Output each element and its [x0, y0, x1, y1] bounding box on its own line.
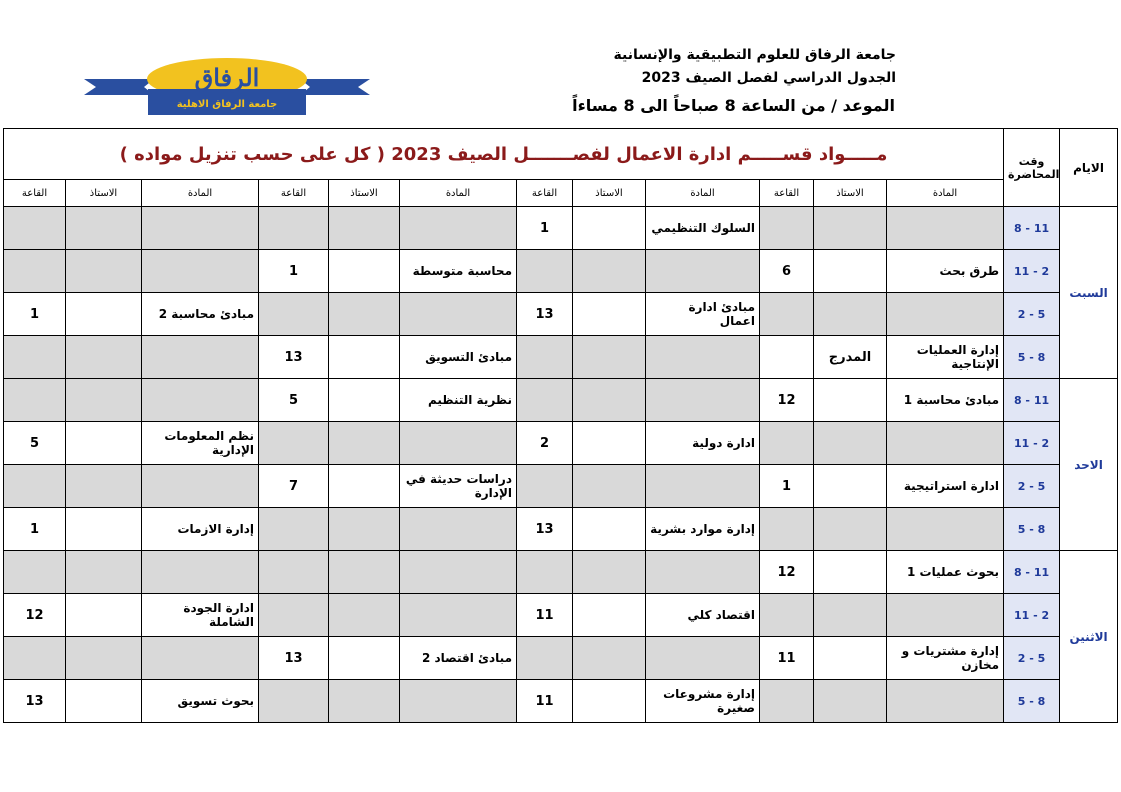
subject-cell: نظم المعلومات الإدارية	[142, 422, 259, 465]
table-row	[4, 594, 1118, 637]
table-row	[4, 379, 1118, 422]
table-row	[4, 250, 1118, 293]
subject-cell: مبادئ محاسبة 1	[887, 379, 1004, 422]
room-cell	[259, 551, 329, 594]
subject-cell	[646, 465, 760, 508]
prof-cell	[573, 336, 646, 379]
subject-cell: إدارة الازمات	[142, 508, 259, 551]
time-header: وقت المحاضرة	[1004, 129, 1060, 207]
prof-cell	[573, 250, 646, 293]
prof-cell	[66, 207, 142, 250]
time-slot: 8 - 11	[1004, 379, 1060, 422]
subject-cell	[646, 379, 760, 422]
logo-subtext: جامعة الرفاق الاهلية	[176, 99, 278, 110]
col-header-subject: المادة	[887, 180, 1004, 207]
col-header-room: القاعة	[259, 180, 329, 207]
prof-cell	[329, 422, 400, 465]
prof-cell	[814, 680, 887, 723]
time-slot: 2 - 5	[1004, 637, 1060, 680]
subject-cell	[887, 207, 1004, 250]
prof-cell	[66, 508, 142, 551]
time-range: الموعد / من الساعة 8 صباحاً الى 8 مساءاً	[572, 96, 895, 115]
subject-cell: دراسات حديثة في الإدارة	[400, 465, 517, 508]
time-slot: 8 - 11	[1004, 551, 1060, 594]
prof-cell	[573, 680, 646, 723]
prof-cell	[573, 207, 646, 250]
room-cell	[259, 422, 329, 465]
subject-cell	[400, 293, 517, 336]
schedule-table	[3, 128, 1118, 723]
subject-cell	[646, 551, 760, 594]
col-header-prof: الاستاذ	[573, 180, 646, 207]
col-header-prof: الاستاذ	[814, 180, 887, 207]
subject-cell	[142, 465, 259, 508]
table-row	[4, 551, 1118, 594]
subject-cell: ادارة استراتيجية	[887, 465, 1004, 508]
time-slot: 5 - 8	[1004, 680, 1060, 723]
subject-cell: مبادئ اقتصاد 2	[400, 637, 517, 680]
subject-cell	[142, 207, 259, 250]
prof-cell	[329, 508, 400, 551]
room-cell	[259, 594, 329, 637]
prof-cell	[573, 293, 646, 336]
subject-cell	[400, 207, 517, 250]
subject-cell: طرق بحث	[887, 250, 1004, 293]
prof-cell	[814, 508, 887, 551]
room-cell	[259, 293, 329, 336]
room-cell	[259, 207, 329, 250]
prof-cell	[814, 379, 887, 422]
room-cell	[517, 336, 573, 379]
subject-cell	[400, 680, 517, 723]
time-slot: 8 - 11	[1004, 207, 1060, 250]
university-name: جامعة الرفاق للعلوم التطبيقية والإنسانية	[613, 47, 896, 63]
subject-cell: بحوث عمليات 1	[887, 551, 1004, 594]
room-cell	[760, 422, 814, 465]
room-cell	[760, 336, 814, 379]
table-title: مـــــواد قســـــم ادارة الاعمال لفصـــــــل الصيف 2023 ( كل على حسب تنزيل مواده )	[4, 129, 1004, 180]
subject-cell	[646, 637, 760, 680]
room-cell: 13	[517, 508, 573, 551]
room-cell: 1	[4, 508, 66, 551]
room-cell: 13	[259, 336, 329, 379]
prof-cell	[329, 637, 400, 680]
room-cell: 1	[4, 293, 66, 336]
room-cell	[517, 379, 573, 422]
room-cell: 12	[4, 594, 66, 637]
room-cell: 1	[517, 207, 573, 250]
col-header-room: القاعة	[760, 180, 814, 207]
subject-cell: إدارة مشروعات صغيرة	[646, 680, 760, 723]
prof-cell	[66, 379, 142, 422]
room-cell	[4, 465, 66, 508]
room-cell	[4, 250, 66, 293]
room-cell	[259, 508, 329, 551]
subject-cell	[142, 551, 259, 594]
subject-cell	[142, 379, 259, 422]
prof-cell	[66, 465, 142, 508]
room-cell	[4, 207, 66, 250]
room-cell: 11	[760, 637, 814, 680]
room-cell	[4, 336, 66, 379]
days-header: الايام	[1060, 129, 1118, 207]
prof-cell	[573, 508, 646, 551]
prof-cell	[814, 293, 887, 336]
room-cell: 12	[760, 551, 814, 594]
room-cell: 11	[517, 680, 573, 723]
prof-cell	[814, 465, 887, 508]
room-cell: 6	[760, 250, 814, 293]
time-slot: 11 - 2	[1004, 422, 1060, 465]
room-cell: 2	[517, 422, 573, 465]
subject-cell	[400, 508, 517, 551]
time-slot: 5 - 8	[1004, 508, 1060, 551]
prof-cell	[573, 594, 646, 637]
col-header-subject: المادة	[646, 180, 760, 207]
subject-cell: إدارة مشتريات و مخازن	[887, 637, 1004, 680]
room-cell	[517, 250, 573, 293]
table-row	[4, 207, 1118, 250]
subject-cell: ادارة الجودة الشاملة	[142, 594, 259, 637]
subject-cell	[887, 422, 1004, 465]
room-cell	[760, 594, 814, 637]
subject-cell: إدارة العمليات الإنتاجية	[887, 336, 1004, 379]
prof-cell	[573, 379, 646, 422]
time-slot: 2 - 5	[1004, 293, 1060, 336]
schedule-title: الجدول الدراسي لفصل الصيف 2023	[641, 70, 896, 86]
table-row	[4, 422, 1118, 465]
col-header-prof: الاستاذ	[66, 180, 142, 207]
prof-cell	[573, 465, 646, 508]
prof-cell	[66, 551, 142, 594]
table-row	[4, 465, 1118, 508]
table-row	[4, 336, 1118, 379]
day-label: الاحد	[1060, 379, 1118, 551]
prof-cell	[814, 637, 887, 680]
subject-cell	[646, 336, 760, 379]
prof-cell	[814, 551, 887, 594]
prof-cell	[66, 594, 142, 637]
day-label: الاثنين	[1060, 551, 1118, 723]
room-cell: 13	[517, 293, 573, 336]
subject-cell: نظرية التنظيم	[400, 379, 517, 422]
subject-cell	[887, 293, 1004, 336]
room-cell: 13	[259, 637, 329, 680]
prof-cell	[66, 680, 142, 723]
subject-cell	[887, 594, 1004, 637]
prof-cell	[573, 637, 646, 680]
room-cell: 13	[4, 680, 66, 723]
time-slot: 11 - 2	[1004, 594, 1060, 637]
table-row	[4, 293, 1118, 336]
time-slot: 11 - 2	[1004, 250, 1060, 293]
prof-cell	[66, 422, 142, 465]
subject-cell: محاسبة متوسطة	[400, 250, 517, 293]
col-header-room: القاعة	[517, 180, 573, 207]
subject-cell	[887, 508, 1004, 551]
prof-cell	[329, 594, 400, 637]
prof-cell: المدرج	[814, 336, 887, 379]
prof-cell	[329, 207, 400, 250]
room-cell: 7	[259, 465, 329, 508]
prof-cell	[66, 637, 142, 680]
prof-cell	[329, 293, 400, 336]
prof-cell	[329, 336, 400, 379]
subject-cell: ادارة دولية	[646, 422, 760, 465]
col-header-prof: الاستاذ	[329, 180, 400, 207]
prof-cell	[66, 336, 142, 379]
room-cell	[4, 637, 66, 680]
room-cell: 12	[760, 379, 814, 422]
subject-cell: إدارة موارد بشرية	[646, 508, 760, 551]
room-cell	[517, 637, 573, 680]
prof-cell	[329, 680, 400, 723]
room-cell	[760, 207, 814, 250]
prof-cell	[573, 422, 646, 465]
room-cell	[760, 680, 814, 723]
room-cell	[4, 551, 66, 594]
subject-cell	[646, 250, 760, 293]
room-cell	[760, 508, 814, 551]
prof-cell	[814, 422, 887, 465]
prof-cell	[814, 250, 887, 293]
room-cell	[259, 680, 329, 723]
prof-cell	[329, 250, 400, 293]
subject-cell: مبادئ ادارة اعمال	[646, 293, 760, 336]
subject-cell	[400, 594, 517, 637]
subject-cell: بحوث تسويق	[142, 680, 259, 723]
room-cell	[517, 551, 573, 594]
col-header-subject: المادة	[142, 180, 259, 207]
room-cell	[760, 293, 814, 336]
table-row	[4, 680, 1118, 723]
col-header-room: القاعة	[4, 180, 66, 207]
subject-cell	[400, 422, 517, 465]
time-slot: 2 - 5	[1004, 465, 1060, 508]
room-cell: 1	[259, 250, 329, 293]
subject-cell: السلوك التنظيمي	[646, 207, 760, 250]
university-logo	[84, 57, 370, 125]
prof-cell	[329, 551, 400, 594]
room-cell: 1	[760, 465, 814, 508]
day-label: السبت	[1060, 207, 1118, 379]
table-row	[4, 637, 1118, 680]
prof-cell	[66, 293, 142, 336]
prof-cell	[573, 551, 646, 594]
subject-cell	[400, 551, 517, 594]
room-cell: 5	[4, 422, 66, 465]
logo-text: الرفاق	[194, 63, 260, 92]
prof-cell	[814, 594, 887, 637]
table-row	[4, 508, 1118, 551]
subject-cell	[142, 250, 259, 293]
subject-cell	[142, 336, 259, 379]
subject-cell	[142, 637, 259, 680]
room-cell: 5	[259, 379, 329, 422]
prof-cell	[329, 379, 400, 422]
subject-cell	[887, 680, 1004, 723]
room-cell	[4, 379, 66, 422]
subject-cell: اقتصاد كلي	[646, 594, 760, 637]
col-header-subject: المادة	[400, 180, 517, 207]
room-cell: 11	[517, 594, 573, 637]
prof-cell	[329, 465, 400, 508]
prof-cell	[66, 250, 142, 293]
time-slot: 5 - 8	[1004, 336, 1060, 379]
subject-cell: مبادئ التسويق	[400, 336, 517, 379]
subject-cell: مبادئ محاسبة 2	[142, 293, 259, 336]
prof-cell	[814, 207, 887, 250]
room-cell	[517, 465, 573, 508]
